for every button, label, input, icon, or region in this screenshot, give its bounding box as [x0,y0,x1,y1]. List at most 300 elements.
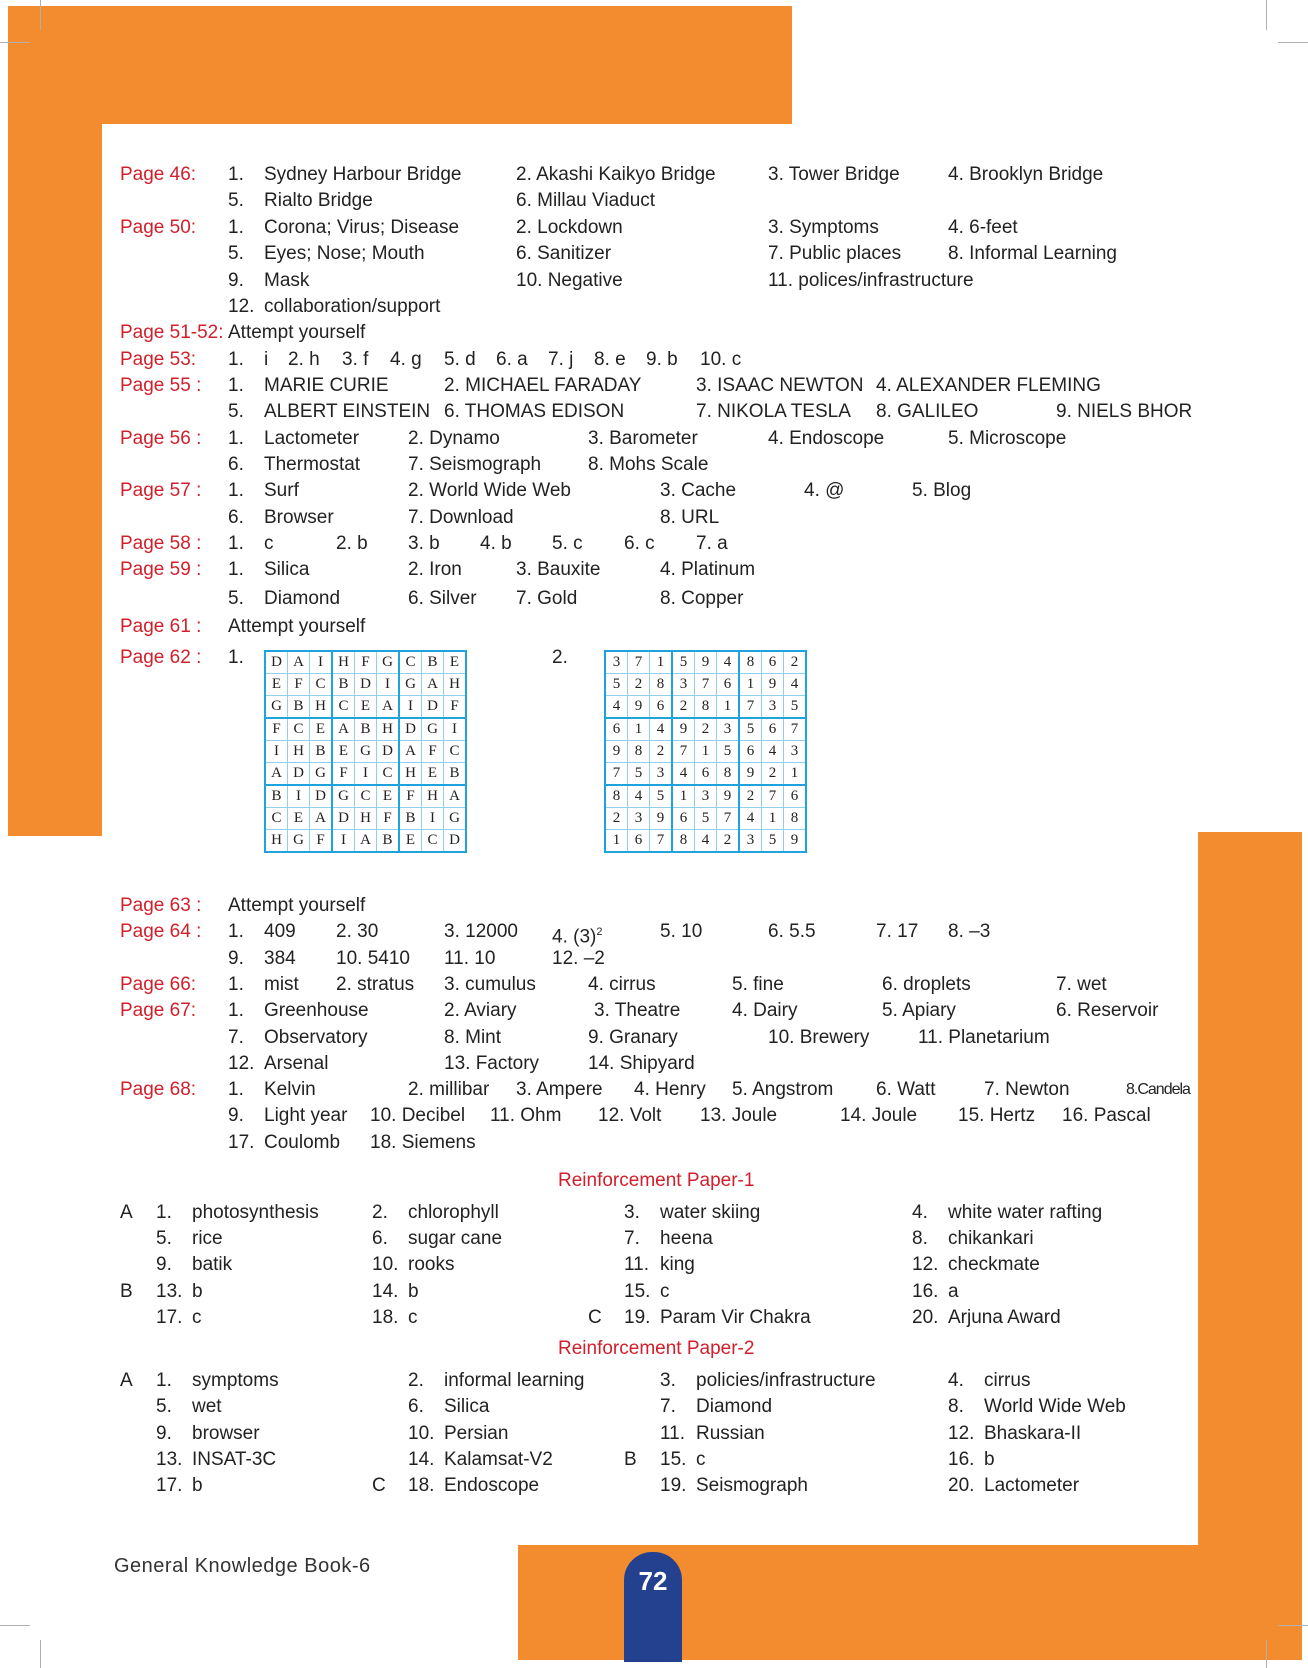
grid-cell: D [444,830,467,853]
answer-number: 6. [408,1396,424,1417]
answer: 2. Dynamo [408,428,500,449]
answer: 3. Bauxite [516,559,601,580]
answer: 11. polices/infrastructure [768,270,974,291]
grid-cell: B [422,651,444,674]
grid-cell: D [422,696,444,719]
grid-cell: 7 [784,718,807,741]
answer-number: 2. [372,1202,388,1223]
section-letter: C [588,1307,602,1328]
answer: symptoms [192,1370,279,1391]
page-59-label: Page 59 : [120,559,202,580]
answer-number: 1. [228,375,244,396]
answer-number: 5. [156,1228,172,1249]
grid-cell: B [265,785,288,808]
answer: 10. Brewery [768,1027,870,1048]
grid-cell: 7 [762,785,784,808]
grid-cell: 8 [605,785,628,808]
answer: Russian [696,1423,765,1444]
answer: INSAT-3C [192,1449,277,1470]
answer: 7. 17 [876,921,919,942]
grid-cell: 4 [762,741,784,763]
grid-cell: D [355,674,377,696]
answer: 2. b [336,533,368,554]
grid-cell: F [377,808,400,830]
answer: 3. f [342,349,369,370]
answer-number: 12. [228,1053,255,1074]
answer-number: 6. [228,507,244,528]
grid-cell: E [422,763,444,786]
answer: 2. Lockdown [516,217,623,238]
page-number-badge [624,1552,682,1662]
grid-cell: 6 [695,763,717,786]
answer: Silica [444,1396,490,1417]
page-68-label: Page 68: [120,1079,197,1100]
answer-number: 5. [228,401,244,422]
grid-cell: D [265,651,288,674]
answer: Diamond [696,1396,773,1417]
grid-cell: 3 [695,785,717,808]
grid-cell: 4 [672,763,695,786]
grid-cell: 2 [672,696,695,719]
answer-number: 6. [228,454,244,475]
answer: 6. THOMAS EDISON [444,401,625,422]
grid-cell: 4 [605,696,628,719]
grid-cell: 6 [762,718,784,741]
answer: 13. Factory [444,1053,540,1074]
grid-cell: 1 [672,785,695,808]
answer-number: 1. [228,164,244,185]
answer: c [408,1307,418,1328]
grid-cell: 7 [650,830,673,853]
answer: 4. cirrus [588,974,656,995]
grid-cell: B [355,718,377,741]
page-63-label: Page 63 : [120,895,202,916]
grid-cell: 5 [739,718,762,741]
grid-cell: A [265,763,288,786]
grid-cell: H [399,763,422,786]
answer: informal learning [444,1370,585,1391]
answer: 9. Granary [588,1027,678,1048]
crop-mark [1266,1640,1267,1668]
grid-cell: 5 [695,808,717,830]
answer-number: 9. [156,1423,172,1444]
answer: mist [264,974,299,995]
grid-cell: 8 [717,763,740,786]
answer: Kelvin [264,1079,316,1100]
page-58-label: Page 58 : [120,533,202,554]
answer: 7. j [548,349,574,370]
grid-cell: G [310,763,333,786]
answer: i [264,349,269,370]
crop-mark [40,1640,41,1668]
answer: 5. c [552,533,583,554]
answer: 6. Reservoir [1056,1000,1159,1021]
answer: white water rafting [948,1202,1103,1223]
answer-number: 1. [228,647,244,668]
answer-number: 2. [408,1370,424,1391]
grid-cell: H [444,674,467,696]
grid-cell: 1 [762,808,784,830]
grid-cell: 2 [762,763,784,786]
answer: 2. Akashi Kaikyo Bridge [516,164,716,185]
answer-number: 1. [156,1370,172,1391]
answer-number: 15. [660,1449,687,1470]
answer: 7. wet [1056,974,1107,995]
answer: 13. Joule [700,1105,778,1126]
answer: 11. Planetarium [918,1027,1050,1048]
grid-cell: 1 [695,741,717,763]
grid-cell: C [377,763,400,786]
grid-cell: 9 [784,830,807,853]
answer-number: 3. [624,1202,640,1223]
answer: 4. ALEXANDER FLEMING [876,375,1101,396]
grid-cell: E [288,808,310,830]
answer: Attempt yourself [228,616,366,637]
answer: b [408,1281,419,1302]
answer: Bhaskara-II [984,1423,1082,1444]
grid-cell: F [265,718,288,741]
answer: 16. Pascal [1062,1105,1151,1126]
grid-cell: I [444,718,467,741]
answer: 6. a [496,349,528,370]
answer-number: 8. [912,1228,928,1249]
grid-cell: E [310,718,333,741]
answer: 4. Platinum [660,559,756,580]
grid-cell: E [355,696,377,719]
page-66-label: Page 66: [120,974,197,995]
grid-cell: 7 [628,651,650,674]
grid-cell: C [399,651,422,674]
answer: 7. Newton [984,1079,1070,1100]
grid-cell: A [288,651,310,674]
grid-cell: H [422,785,444,808]
grid-cell: 5 [605,674,628,696]
answer-number: 17. [156,1307,183,1328]
grid-cell: 3 [762,696,784,719]
grid-cell: 8 [784,808,807,830]
grid-cell: D [310,785,333,808]
answer: c [264,533,274,554]
answer: photosynthesis [192,1202,319,1223]
answer: Diamond [264,588,341,609]
answer: ALBERT EINSTEIN [264,401,431,422]
answer: 10. Decibel [370,1105,466,1126]
answer: 8. URL [660,507,720,528]
answer: 6. Sanitizer [516,243,612,264]
grid-cell: 6 [717,674,740,696]
answer-number: 12. [912,1254,939,1275]
orange-left-band [8,6,102,836]
answer: 2. h [288,349,320,370]
orange-top-band [8,6,792,124]
section-letter: A [120,1202,133,1223]
answer: 3. 12000 [444,921,518,942]
answer: a [948,1281,959,1302]
answer: 12. Volt [598,1105,662,1126]
answer: 7. Public places [768,243,902,264]
answer: Persian [444,1423,509,1444]
crop-mark [1266,0,1267,30]
grid-cell: I [265,741,288,763]
grid-cell: G [265,696,288,719]
crop-mark [1278,1625,1308,1626]
grid-cell: 6 [739,741,762,763]
answer-number: 1. [228,349,244,370]
section-letter: B [624,1449,637,1470]
answer: 8. –3 [948,921,991,942]
answer: b [984,1449,995,1470]
answer: 3. Symptoms [768,217,879,238]
page-51-52-label: Page 51-52: [120,322,224,343]
answer: Silica [264,559,310,580]
section-letter: A [120,1370,133,1391]
answer: 5. Microscope [948,428,1067,449]
answer: b [192,1281,203,1302]
grid-cell: 3 [784,741,807,763]
answer: collaboration/support [264,296,441,317]
grid-cell: H [265,830,288,853]
answer-number: 16. [948,1449,975,1470]
answer: wet [192,1396,222,1417]
reinforcement-paper-2-title: Reinforcement Paper-2 [558,1338,755,1359]
answer: 6. droplets [882,974,971,995]
page-53-label: Page 53: [120,349,197,370]
answer: 10. 5410 [336,948,410,969]
answer: 7. NIKOLA TESLA [696,401,851,422]
page-67-label: Page 67: [120,1000,197,1021]
answer: 8. GALILEO [876,401,979,422]
answer: 6. 5.5 [768,921,816,942]
grid-cell: 7 [605,763,628,786]
answer: 18. Siemens [370,1132,476,1153]
grid-cell: 2 [739,785,762,808]
answer: 5. d [444,349,476,370]
answer-number: 11. [660,1423,686,1444]
answer: chlorophyll [408,1202,499,1223]
answer: 15. Hertz [958,1105,1036,1126]
answer-number: 13. [156,1449,183,1470]
grid-cell: 9 [605,741,628,763]
grid-cell: 3 [605,651,628,674]
answer: 8. Informal Learning [948,243,1117,264]
answer: 6. c [624,533,655,554]
answer: 4. Brooklyn Bridge [948,164,1104,185]
grid-cell: 5 [650,785,673,808]
answer: Thermostat [264,454,361,475]
grid-cell: E [265,674,288,696]
answer-number: 10. [408,1423,435,1444]
grid-cell: E [377,785,400,808]
answer: sugar cane [408,1228,503,1249]
grid-cell: 1 [605,830,628,853]
answer-number: 20. [948,1475,975,1496]
answer: Observatory [264,1027,368,1048]
grid-cell: B [399,808,422,830]
grid-cell: 3 [628,808,650,830]
grid-cell: A [399,741,422,763]
answer: 8. Copper [660,588,744,609]
answer: rooks [408,1254,455,1275]
grid-cell: C [355,785,377,808]
answer-number: 9. [228,948,244,969]
grid-cell: 6 [605,718,628,741]
answer: 5. 10 [660,921,703,942]
reinforcement-paper-1-title: Reinforcement Paper-1 [558,1170,755,1191]
grid-cell: C [310,674,333,696]
page-61-label: Page 61 : [120,616,202,637]
grid-cell: I [377,674,400,696]
answer-number: 1. [156,1202,172,1223]
grid-cell: 6 [650,696,673,719]
answer: 10. Negative [516,270,623,291]
answer: Attempt yourself [228,895,366,916]
answer: browser [192,1423,260,1444]
answer: Greenhouse [264,1000,369,1021]
grid-cell: 3 [739,830,762,853]
answer-number: 1. [228,1000,244,1021]
grid-cell: C [265,808,288,830]
grid-cell: D [377,741,400,763]
answer-number: 17. [156,1475,183,1496]
grid-cell: A [332,718,355,741]
answer: Surf [264,480,299,501]
answer-number: 13. [156,1281,183,1302]
grid-cell: 4 [628,785,650,808]
answer-number: 14. [372,1281,399,1302]
answer: Arjuna Award [948,1307,1061,1328]
answer: cirrus [984,1370,1031,1391]
answer: 4. @ [804,480,845,501]
grid-cell: 7 [717,808,740,830]
grid-cell: 1 [628,718,650,741]
grid-cell: 1 [739,674,762,696]
grid-cell: 2 [605,808,628,830]
grid-cell: B [310,741,333,763]
grid-cell: B [377,830,400,853]
answer-with-exponent: 4. $(3)^2$ [552,926,603,948]
answer-number: 16. [912,1281,939,1302]
answer: 2. millibar [408,1079,490,1100]
grid-cell: E [332,741,355,763]
grid-cell: F [355,651,377,674]
grid-cell: H [310,696,333,719]
grid-cell: F [310,830,333,853]
answer: 409 [264,921,296,942]
answer-number: 5. [228,243,244,264]
grid-cell: C [332,696,355,719]
page-number: 72 [638,1566,668,1596]
answer: Coulomb [264,1132,341,1153]
crop-mark [40,0,41,30]
page-56-label: Page 56 : [120,428,202,449]
answer: 11. 10 [444,948,496,969]
answer-number: 17. [228,1132,255,1153]
grid-cell: 9 [717,785,740,808]
answer: 7. a [696,533,728,554]
grid-cell: 5 [628,763,650,786]
answer: 384 [264,948,296,969]
answer: batik [192,1254,233,1275]
answer-number: 12. [228,296,255,317]
answer: c [696,1449,706,1470]
grid-cell: A [355,830,377,853]
grid-cell: 4 [784,674,807,696]
grid-cell: B [444,763,467,786]
answer: 8.Candela [1126,1081,1190,1098]
grid-cell: D [399,718,422,741]
grid-cell: E [444,651,467,674]
answer-number: 20. [912,1307,939,1328]
answer: 8. e [594,349,626,370]
answer-number: 7. [228,1027,244,1048]
grid-cell: H [377,718,400,741]
answer: 4. Endoscope [768,428,885,449]
grid-cell: F [399,785,422,808]
answer-number: 19. [624,1307,651,1328]
answer-number: 1. [228,428,244,449]
grid-cell: 7 [739,696,762,719]
grid-cell: D [332,808,355,830]
letter-grid [264,650,467,853]
answer-number: 9. [228,270,244,291]
grid-cell: 6 [762,651,784,674]
grid-cell: 7 [672,741,695,763]
grid-cell: F [422,741,444,763]
answer: 4. b [480,533,512,554]
grid-cell: H [332,651,355,674]
answer-number: 8. [948,1396,964,1417]
book-title: General Knowledge Book-6 [114,1555,371,1577]
answer: 9. NIELS BHOR [1056,401,1193,422]
answer: heena [660,1228,713,1249]
answer: Endoscope [444,1475,540,1496]
grid-cell: A [310,808,333,830]
crop-mark [1278,42,1308,43]
grid-cell: E [399,830,422,853]
grid-cell: G [422,718,444,741]
answer-number: 5. [156,1396,172,1417]
answer: Lactometer [264,428,360,449]
grid-cell: 3 [672,674,695,696]
answer-number: 1. [228,974,244,995]
answer: 3. ISAAC NEWTON [696,375,864,396]
page-50-label: Page 50: [120,217,197,238]
grid-cell: 5 [784,696,807,719]
answer: 2. World Wide Web [408,480,571,501]
answer: Mask [264,270,310,291]
page-55-label: Page 55 : [120,375,202,396]
answer: 5. fine [732,974,784,995]
grid-cell: 9 [762,674,784,696]
grid-cell: 2 [717,830,740,853]
grid-cell: A [422,674,444,696]
answer: water skiing [660,1202,761,1223]
grid-cell: F [288,674,310,696]
answer-number: 1. [228,1079,244,1100]
answer-number: 5. [228,588,244,609]
answer: 6. Watt [876,1079,936,1100]
answer: 7. Seismograph [408,454,542,475]
grid-cell: 9 [628,696,650,719]
grid-cell: H [355,808,377,830]
grid-cell: 3 [650,763,673,786]
grid-cell: 1 [784,763,807,786]
answer: Sydney Harbour Bridge [264,164,462,185]
answer: 8. Mint [444,1027,502,1048]
answer: 9. b [646,349,678,370]
page-57-label: Page 57 : [120,480,202,501]
answer: 2. Aviary [444,1000,517,1021]
